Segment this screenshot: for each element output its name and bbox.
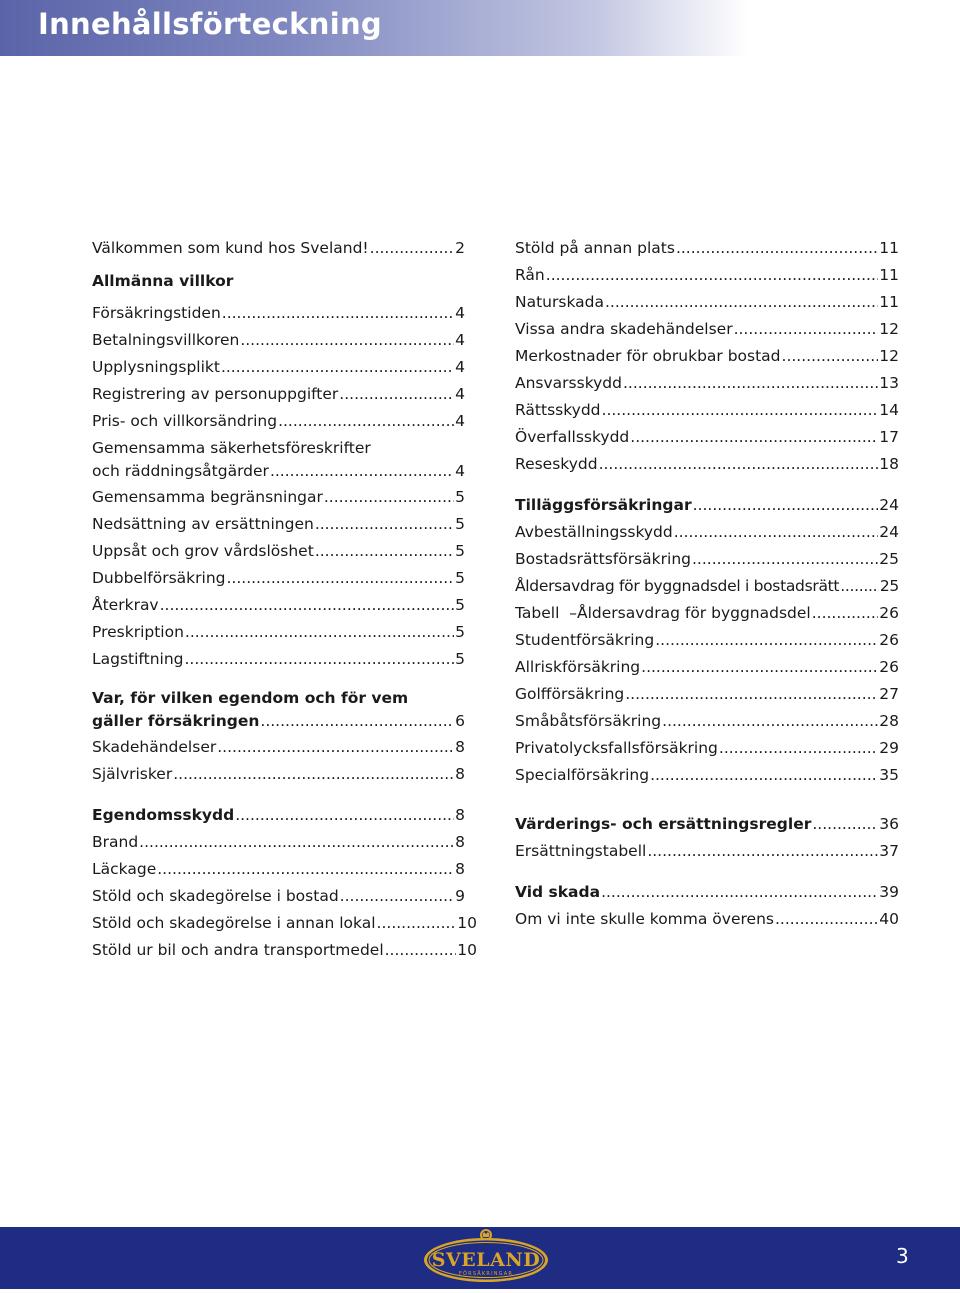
toc-entry-page: 26 bbox=[879, 658, 899, 676]
toc-entry-title: Skadehändelser bbox=[92, 738, 217, 756]
toc-entry-page: 4 bbox=[455, 385, 465, 403]
toc-left-column bbox=[92, 235, 477, 964]
toc-entry[interactable] bbox=[92, 408, 465, 435]
toc-entry-title: Vid skada bbox=[515, 883, 601, 901]
toc-entry-title: Specialförsäkring bbox=[515, 766, 650, 784]
toc-entry-title: Lagstiftning bbox=[92, 650, 184, 668]
toc-entry[interactable] bbox=[92, 829, 465, 856]
toc-entry[interactable] bbox=[92, 646, 465, 673]
toc-entry-title: Stöld och skadegörelse i bostad bbox=[92, 887, 339, 905]
toc-entry[interactable] bbox=[92, 883, 465, 910]
toc-entry-page: 6 bbox=[455, 712, 465, 730]
toc-entry-title: Överfallsskydd bbox=[515, 428, 630, 446]
toc-entry[interactable] bbox=[515, 627, 899, 654]
toc-entry-title: Studentförsäkring bbox=[515, 631, 655, 649]
toc-entry-title: Välkommen som kund hos Sveland! bbox=[92, 239, 369, 257]
toc-entry[interactable] bbox=[92, 354, 465, 381]
toc-section-heading[interactable] bbox=[92, 710, 465, 733]
toc-entry-title: Gemensamma begränsningar bbox=[92, 488, 323, 506]
toc-entry-title: Avbeställningsskydd bbox=[515, 523, 673, 541]
toc-entry-page: 13 bbox=[879, 374, 899, 392]
toc-entry-title: Stöld och skadegörelse i annan lokal bbox=[92, 914, 376, 932]
toc-entry[interactable] bbox=[92, 460, 465, 483]
toc-entry-title: Betalningsvillkoren bbox=[92, 331, 240, 349]
toc-entry-title: Golfförsäkring bbox=[515, 685, 625, 703]
toc-entry[interactable] bbox=[515, 546, 899, 573]
toc-entry-page: 10 bbox=[457, 914, 477, 932]
toc-entry-page: 5 bbox=[455, 650, 465, 668]
toc-entry-title: Rån bbox=[515, 266, 545, 284]
toc-entry-title: Om vi inte skulle komma överens bbox=[515, 910, 774, 928]
toc-entry-title: Stöld ur bil och andra transportmedel bbox=[92, 941, 384, 959]
toc-entry[interactable] bbox=[92, 761, 465, 788]
toc-entry-page: 5 bbox=[455, 623, 465, 641]
toc-entry-title: Brand bbox=[92, 833, 139, 851]
toc-entry-title: och räddningsåtgärder bbox=[92, 462, 269, 480]
toc-entry-page: 18 bbox=[879, 455, 899, 473]
toc-entry[interactable] bbox=[92, 538, 465, 565]
toc-entry[interactable] bbox=[515, 600, 899, 627]
toc-entry[interactable] bbox=[515, 681, 899, 708]
toc-entry[interactable] bbox=[515, 343, 899, 370]
toc-entry-title: Registrering av personuppgifter bbox=[92, 385, 339, 403]
toc-entry-title: Uppsåt och grov vårdslöshet bbox=[92, 542, 314, 560]
toc-entry-title: Läckage bbox=[92, 860, 157, 878]
toc-entry-page: 9 bbox=[455, 887, 465, 905]
toc-entry-page: 35 bbox=[879, 766, 899, 784]
toc-entry-page: 26 bbox=[879, 604, 899, 622]
toc-section-heading[interactable] bbox=[92, 802, 465, 829]
toc-entry-title: Åldersavdrag för byggnadsdel i bostadsrätt bbox=[515, 577, 840, 595]
toc-entry[interactable] bbox=[515, 451, 899, 478]
toc-entry-title: Ansvarsskydd bbox=[515, 374, 622, 392]
toc-entry-title-line1[interactable]: Gemensamma säkerhetsföreskrifter bbox=[92, 439, 371, 457]
toc-entry[interactable] bbox=[515, 906, 899, 933]
toc-entry-page: 4 bbox=[455, 358, 465, 376]
toc-section-heading: Allmänna villkor bbox=[92, 272, 234, 290]
toc-entry-page: 4 bbox=[455, 462, 465, 480]
toc-entry-title: Värderings- och ersättningsregler bbox=[515, 815, 812, 833]
toc-entry-title: Allriskförsäkring bbox=[515, 658, 641, 676]
toc-entry[interactable] bbox=[515, 370, 899, 397]
toc-entry-page: 37 bbox=[879, 842, 899, 860]
toc-entry[interactable] bbox=[515, 289, 899, 316]
toc-entry[interactable] bbox=[92, 565, 465, 592]
toc-entry-page: 8 bbox=[455, 833, 465, 851]
toc-entry-page: 8 bbox=[455, 738, 465, 756]
page-header-band bbox=[0, 0, 960, 56]
toc-entry-title: Ersättningstabell bbox=[515, 842, 647, 860]
toc-entry-title: Rättsskydd bbox=[515, 401, 601, 419]
toc-entry-page: 4 bbox=[455, 304, 465, 322]
toc-entry[interactable] bbox=[92, 937, 477, 964]
toc-section-heading[interactable] bbox=[515, 492, 899, 519]
toc-entry[interactable] bbox=[92, 734, 465, 761]
toc-entry-page: 28 bbox=[879, 712, 899, 730]
toc-section-list bbox=[92, 300, 465, 673]
toc-entry-title: Dubbelförsäkring bbox=[92, 569, 226, 587]
toc-right-column bbox=[515, 235, 899, 933]
toc-entry-page: 5 bbox=[455, 596, 465, 614]
toc-entry-page: 12 bbox=[879, 320, 899, 338]
toc-entry-page: 5 bbox=[455, 515, 465, 533]
toc-entry-title: Småbåtsförsäkring bbox=[515, 712, 662, 730]
toc-entry[interactable] bbox=[515, 519, 899, 546]
toc-entry-page: 2 bbox=[455, 239, 465, 257]
toc-entry[interactable] bbox=[515, 838, 899, 865]
toc-entry-page: 14 bbox=[879, 401, 899, 419]
logo-wordmark: SVELAND bbox=[431, 1249, 541, 1271]
toc-entry-title: Reseskydd bbox=[515, 455, 598, 473]
toc-entry-page: 11 bbox=[879, 293, 899, 311]
toc-entry[interactable] bbox=[515, 735, 899, 762]
toc-entry-title: Nedsättning av ersättningen bbox=[92, 515, 314, 533]
toc-entry-page: 25 bbox=[879, 577, 899, 595]
toc-entry-page: 8 bbox=[455, 765, 465, 783]
toc-entry-title: Tilläggsförsäkringar bbox=[515, 496, 692, 514]
toc-entry-page: 10 bbox=[457, 941, 477, 959]
toc-entry-page: 40 bbox=[879, 910, 899, 928]
toc-entry-page: 12 bbox=[879, 347, 899, 365]
toc-entry-title: Bostadsrättsförsäkring bbox=[515, 550, 691, 568]
toc-entry-page: 8 bbox=[455, 806, 465, 824]
toc-entry-page: 4 bbox=[455, 331, 465, 349]
toc-section-heading-line1[interactable]: Var, för vilken egendom och för vem bbox=[92, 689, 409, 707]
toc-entry-page: 25 bbox=[879, 550, 899, 568]
toc-entry[interactable] bbox=[515, 708, 899, 735]
toc-entry[interactable] bbox=[515, 235, 899, 262]
toc-entry-page: 29 bbox=[879, 739, 899, 757]
toc-entry-page: 39 bbox=[879, 883, 899, 901]
toc-entry-page: 11 bbox=[879, 239, 899, 257]
toc-entry[interactable] bbox=[92, 592, 465, 619]
toc-entry-title: Privatolycksfallsförsäkring bbox=[515, 739, 718, 757]
toc-entry-page: 11 bbox=[879, 266, 899, 284]
toc-entry-page: 5 bbox=[455, 542, 465, 560]
toc-entry[interactable] bbox=[515, 262, 899, 289]
toc-entry[interactable] bbox=[92, 235, 465, 262]
toc-entry-title: Återkrav bbox=[92, 596, 159, 614]
toc-entry[interactable] bbox=[92, 856, 465, 883]
toc-entry-page: 5 bbox=[455, 569, 465, 587]
page-number: 3 bbox=[896, 1244, 909, 1268]
toc-entry-page: 27 bbox=[879, 685, 899, 703]
toc-entry-page: 36 bbox=[879, 815, 899, 833]
toc-entry[interactable] bbox=[92, 910, 477, 937]
toc-entry-page: 26 bbox=[879, 631, 899, 649]
toc-entry[interactable] bbox=[515, 573, 899, 600]
toc-entry[interactable] bbox=[92, 327, 465, 354]
toc-entry[interactable] bbox=[92, 619, 465, 646]
toc-section-heading[interactable] bbox=[515, 879, 899, 906]
toc-entry-page: 24 bbox=[879, 523, 899, 541]
toc-entry-title: Egendomsskydd bbox=[92, 806, 235, 824]
toc-entry-title: Självrisker bbox=[92, 765, 173, 783]
toc-entry[interactable] bbox=[92, 300, 465, 327]
toc-entry[interactable] bbox=[92, 381, 465, 408]
toc-entry-title: Preskription bbox=[92, 623, 184, 641]
toc-entry-title: gäller försäkringen bbox=[92, 712, 260, 730]
toc-entry-title: Försäkringstiden bbox=[92, 304, 221, 322]
sveland-logo bbox=[420, 1227, 552, 1289]
toc-section-heading[interactable] bbox=[515, 811, 899, 838]
toc-entry[interactable] bbox=[92, 511, 465, 538]
toc-entry-title: Upplysningsplikt bbox=[92, 358, 220, 376]
logo-subtext: FÖRSÄKRINGAR bbox=[458, 1271, 514, 1277]
toc-entry[interactable] bbox=[92, 484, 465, 511]
page-title: Innehållsförteckning bbox=[38, 7, 382, 41]
toc-entry[interactable] bbox=[515, 424, 899, 451]
toc-entry-page: 24 bbox=[879, 496, 899, 514]
toc-entry[interactable] bbox=[515, 762, 899, 789]
toc-entry[interactable] bbox=[515, 397, 899, 424]
toc-entry-title: Naturskada bbox=[515, 293, 604, 311]
toc-entry[interactable] bbox=[515, 654, 899, 681]
toc-entry-title: Stöld på annan plats bbox=[515, 239, 675, 257]
toc-entry-page: 5 bbox=[455, 488, 465, 506]
toc-entry-title: Merkostnader för obrukbar bostad bbox=[515, 347, 781, 365]
toc-entry-page: 8 bbox=[455, 860, 465, 878]
toc-entry-page: 17 bbox=[879, 428, 899, 446]
toc-entry-title: Tabell –Åldersavdrag för byggnadsdel bbox=[515, 604, 811, 622]
toc-entry-title: Pris- och villkorsändring bbox=[92, 412, 278, 430]
toc-entry[interactable] bbox=[515, 316, 899, 343]
toc-entry-title: Vissa andra skadehändelser bbox=[515, 320, 733, 338]
toc-entry-page: 4 bbox=[455, 412, 465, 430]
